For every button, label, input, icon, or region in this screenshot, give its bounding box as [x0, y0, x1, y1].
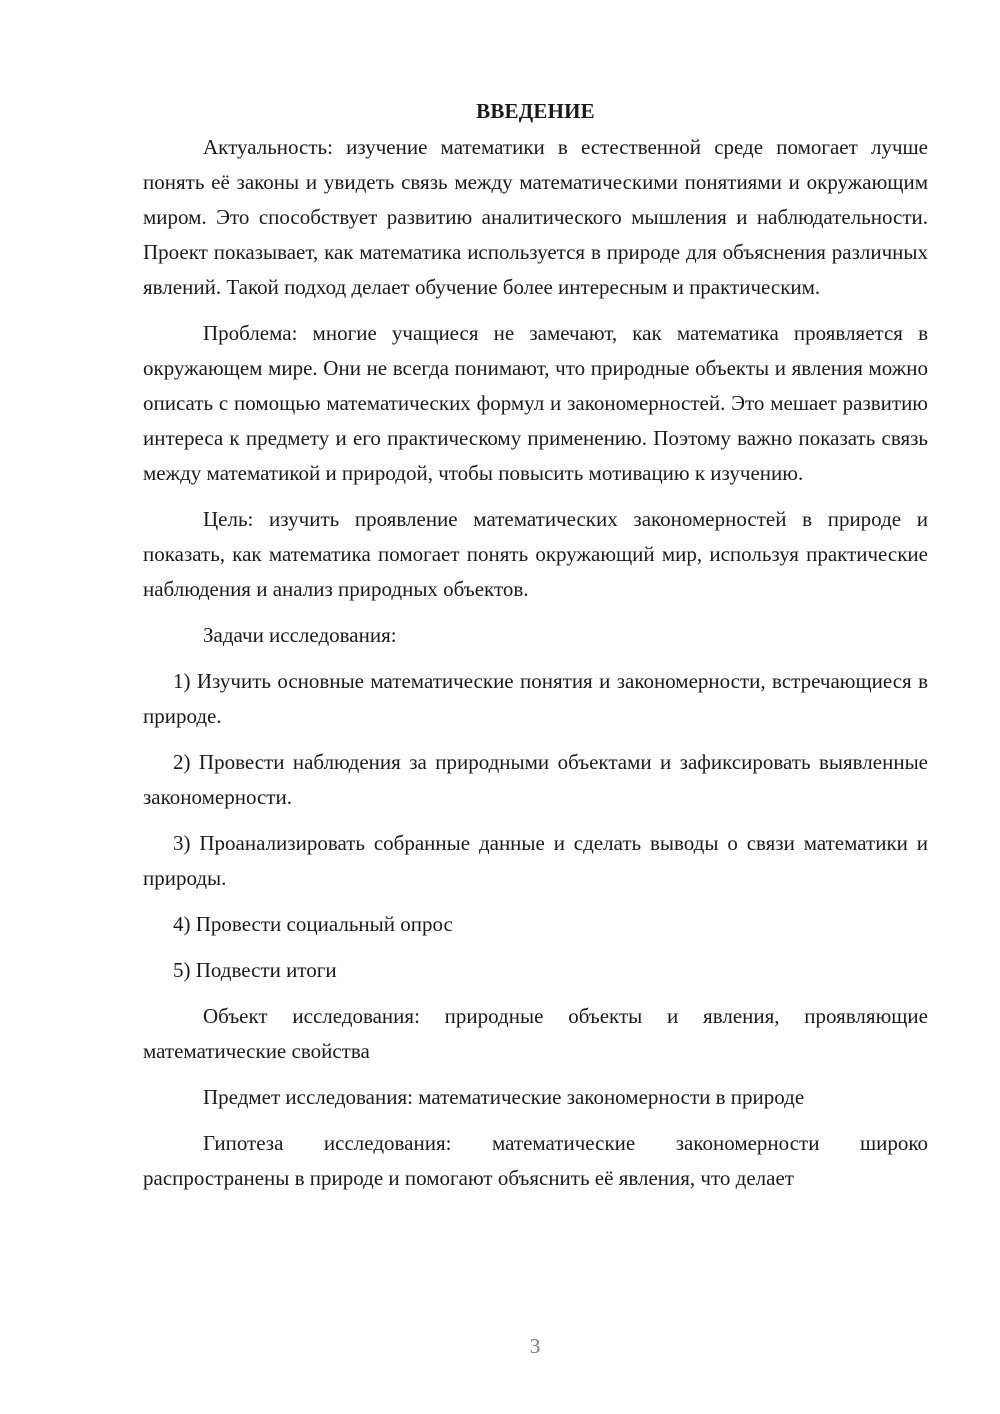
paragraph-goal: Цель: изучить проявление математических закономерностей в природе и показать, как математика помогает понять окружающий мир, используя практические наблюдения и анализ природных объектов.	[143, 507, 928, 601]
task-item-3: 3) Проанализировать собранные данные и сделать выводы о связи математики и природы.	[143, 831, 928, 890]
task-item-1: 1) Изучить основные математические понятия и закономерности, встречающиеся в природе.	[143, 669, 928, 728]
task-item-5: 5) Подвести итоги	[173, 958, 337, 982]
task-item-2: 2) Провести наблюдения за природными объектами и зафиксировать выявленные закономерности.	[143, 750, 928, 809]
paragraph-hypothesis: Гипотеза исследования: математические закономерности широко распространены в природе и помогают объяснить её явления, что делает	[143, 1131, 928, 1190]
page-body	[143, 92, 928, 1196]
paragraph-problem: Проблема: многие учащиеся не замечают, как математика проявляется в окружающем мире. Они не всегда понимают, что природные объекты и явления можно описать с помощью математических формул и закономерностей. Это мешает развитию интереса к предмету и его практическому применению. Поэтому важно показать связь между математикой и природой, чтобы повысить мотивацию к изучению.	[143, 321, 928, 485]
task-item-4: 4) Провести социальный опрос	[173, 912, 453, 936]
paragraph-tasks-heading: Задачи исследования:	[203, 623, 397, 647]
paragraph-object: Объект исследования: природные объекты и явления, проявляющие математические свойства	[143, 1004, 928, 1063]
paragraph-relevance: Актуальность: изучение математики в естественной среде помогает лучше понять её законы и увидеть связь между математическими понятиями и окружающим миром. Это способствует развитию аналитического мышления и наблюдательности. Проект показывает, как математика используется в природе для объяснения различных явлений. Такой подход делает обучение более интересным и практическим.	[143, 135, 928, 299]
section-title: ВВЕДЕНИЕ	[476, 99, 595, 123]
page-number: 3	[529, 1334, 541, 1358]
paragraph-subject: Предмет исследования: математические закономерности в природе	[203, 1085, 805, 1109]
